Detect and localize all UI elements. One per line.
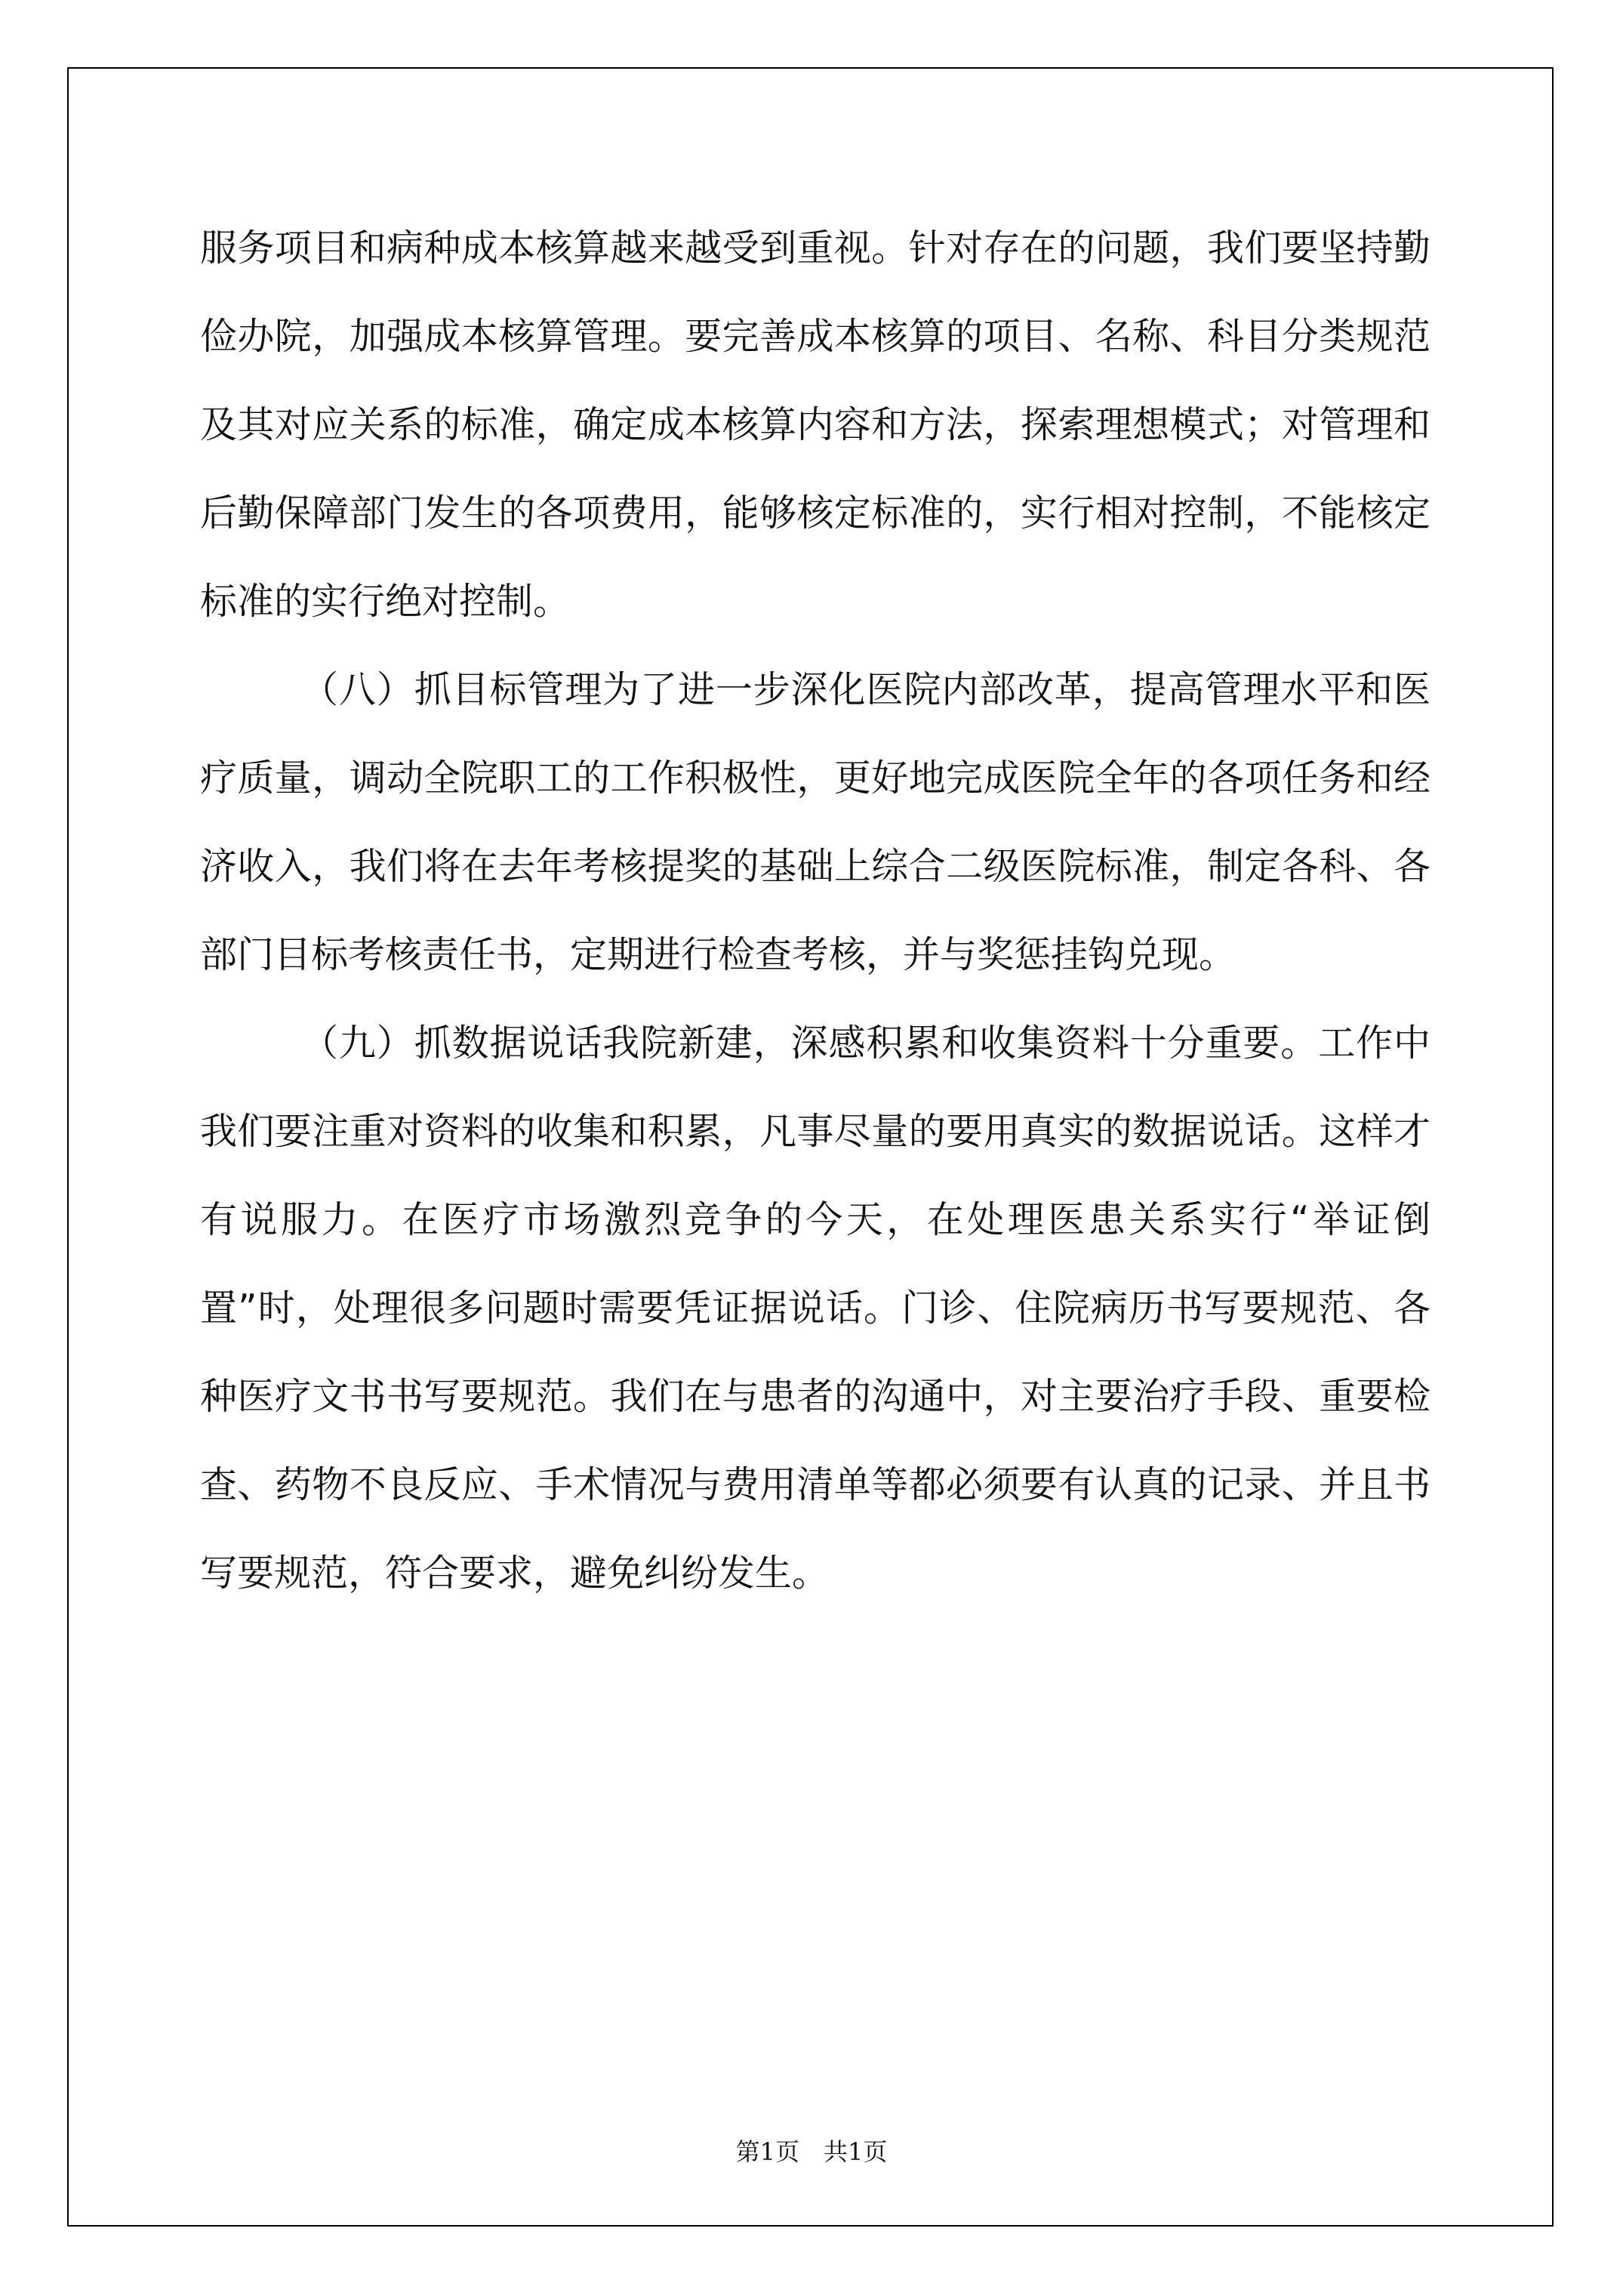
paragraph-target-management: （八）抓目标管理为了进一步深化医院内部改革，提高管理水平和医疗质量，调动全院职工的工作积极性，更好地完成医院全年的各项任务和经济收入，我们将在去年考核提奖的基础上综合二级医院标准，制定各科、各部门目标考核责任书，定期进行检查考核，并与奖惩挂钩兑现。 xyxy=(200,668,1431,976)
page-footer: 第1页 共1页 xyxy=(735,2137,888,2166)
paragraph-cost-accounting: 服务项目和病种成本核算越来越受到重视。针对存在的问题，我们要坚持勤俭办院，加强成本核算管理。要完善成本核算的项目、名称、科目分类规范及其对应关系的标准，确定成本核算内容和方法，探索理想模式；对管理和后勤保障部门发生的各项费用，能够核定标准的，实行相对控制，不能核定标准的实行绝对控制。 xyxy=(200,227,1431,623)
paragraph-data-evidence: （九）抓数据说话我院新建，深感积累和收集资料十分重要。工作中我们要注重对资料的收集和积累，凡事尽量的要用真实的数据说话。这样才有说服力。在医疗市场激烈竞争的今天，在处理医患关系实行“举证倒置”时，处理很多问题时需要凭证据说话。门诊、住院病历书写要规范、各种医疗文书书写要规范。我们在与患者的沟通中，对主要治疗手段、重要检查、药物不良反应、手术情况与费用清单等都必须要有认真的记录、并且书写要规范，符合要求，避免纠纷发生。 xyxy=(200,1022,1431,1595)
document-body xyxy=(200,204,1431,1617)
